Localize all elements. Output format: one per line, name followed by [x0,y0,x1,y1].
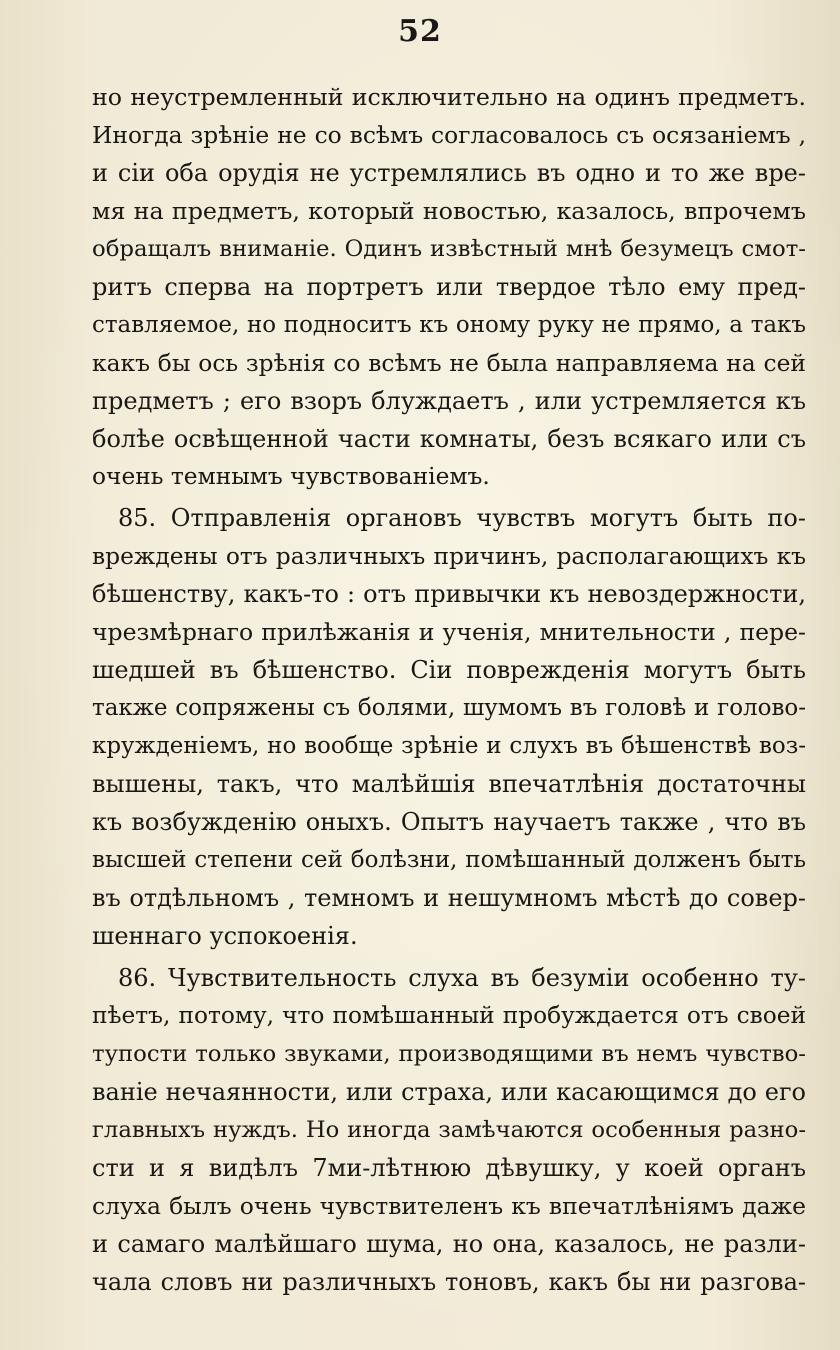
page-number: 52 [398,14,442,49]
text-line: сти и я видѣлъ 7ми-лѣтнюю дѣвушку, у коей органъ [92,1154,806,1182]
text-line: ваніе нечаянности, или страха, или касающимся до его [92,1078,806,1106]
text-line: очень темнымъ чувствованіемъ. [92,463,490,490]
text-line: чала словъ ни различныхъ тоновъ, какъ бы ни разгова- [92,1268,806,1296]
text-line: 86. Чувствительность слуха въ безуміи особенно ту- [118,964,806,992]
text-line: также сопряжены съ болями, шумомъ въ головѣ и голово- [92,695,806,721]
text-line: обращалъ вниманіе. Одинъ извѣстный мнѣ безумецъ смот- [92,236,806,262]
text-line: и сіи оба орудія не устремлялись въ одно и то же вре- [92,159,806,187]
text-line: главныхъ нуждъ. Но иногда замѣчаются особенныя разно- [92,1117,806,1143]
text-line: болѣе освѣщенной части комнаты, безъ всякаго или съ [92,425,806,453]
text-line: ритъ сперва на портретъ или твердое тѣло ему пред- [92,273,806,301]
text-line: тупости только звуками, производящими въ немъ чувство- [92,1041,806,1067]
text-line: кружденіемъ, но вообще зрѣніе и слухъ въ бѣшенствѣ воз- [92,733,806,759]
text-line: въ отдѣльномъ , темномъ и нешумномъ мѣстѣ до совер- [92,884,806,912]
text-line: бѣшенству, какъ-то : отъ привычки къ невоздержности, [92,580,806,608]
text-line: шеннаго успокоенія. [92,922,358,950]
text-line: слуха былъ очень чувствителенъ къ впечатлѣніямъ даже [92,1192,806,1220]
text-line: и самаго малѣйшаго шума, но она, казалось, не разли- [92,1230,806,1258]
text-line: пѣетъ, потому, что помѣшанный пробуждается отъ своей [92,1002,806,1029]
text-line: мя на предметъ, который новостью, казалось, впрочемъ [92,197,806,225]
text-line: 85. Отправленія органовъ чувствъ могутъ быть по- [118,504,806,532]
text-line: предметъ ; его взоръ блуждаетъ , или устремляется къ [92,387,806,415]
text-line: чрезмѣрнаго прилѣжанія и ученія, мнительности , пере- [92,618,806,646]
text-line: къ возбужденію оныхъ. Опытъ научаетъ также , что въ [92,808,806,836]
text-line: какъ бы ось зрѣнія со всѣмъ не была направляема на сей [92,349,806,377]
text-line: Иногда зрѣніе не со всѣмъ согласовалось съ осязаніемъ , [92,121,806,149]
text-line: но неустремленный исключительно на одинъ предметъ. [92,83,806,111]
text-line: вышены, такъ, что малѣйшія впечатлѣнія достаточны [92,770,806,798]
text-line: вреждены отъ различныхъ причинъ, располагающихъ къ [92,542,806,570]
text-line: шедшей въ бѣшенство. Сіи поврежденія могутъ быть [92,656,806,684]
text-line: ставляемое, но подноситъ къ оному руку не прямо, а такъ [92,312,806,338]
text-line: высшей степени сей болѣзни, помѣшанный долженъ быть [92,847,806,873]
